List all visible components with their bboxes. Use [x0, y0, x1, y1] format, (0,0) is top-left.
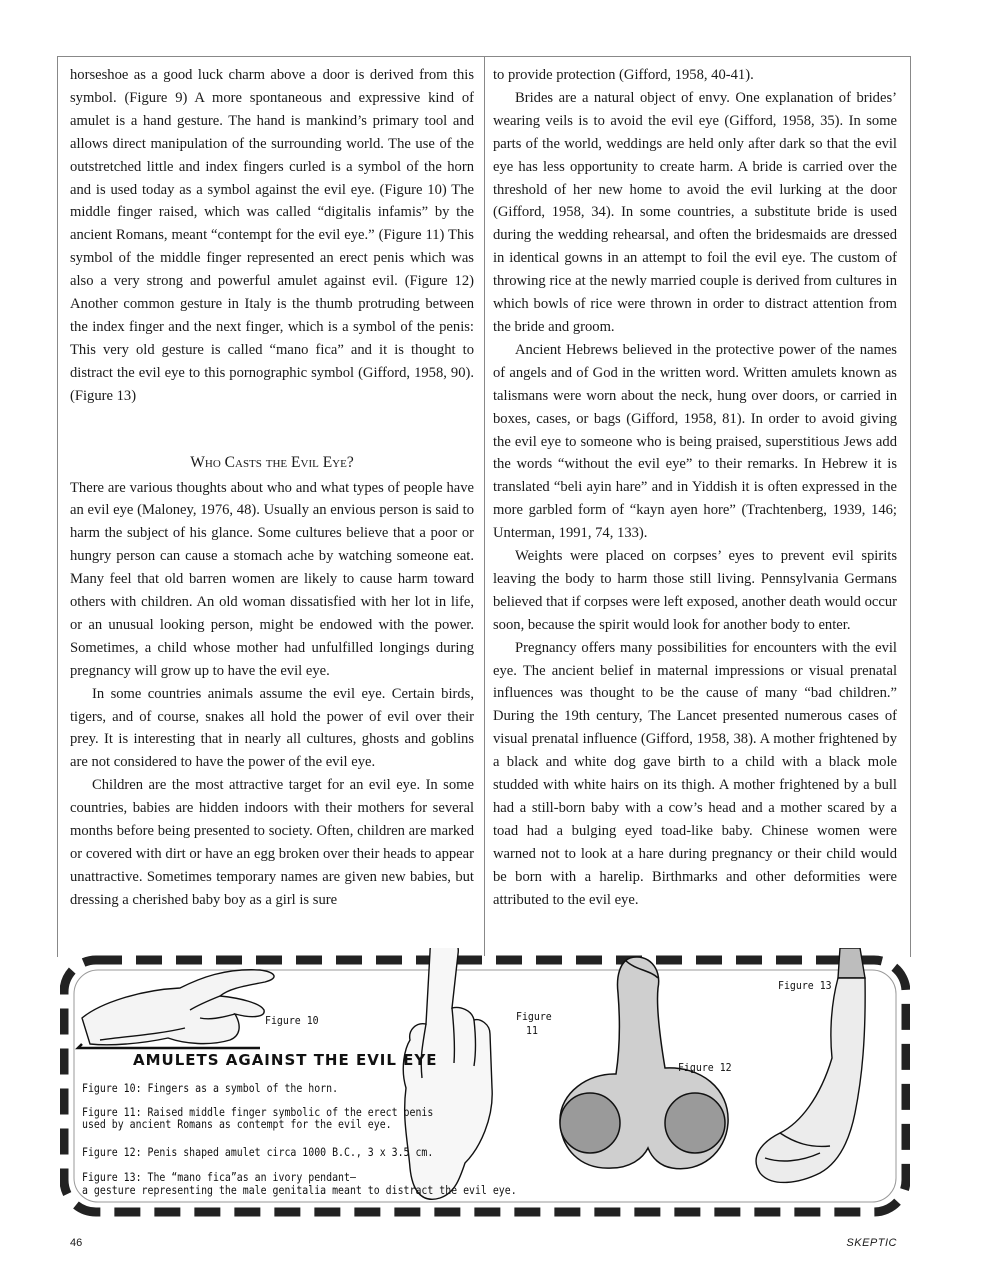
caption-title: AMULETS AGAINST THE EVIL EYE — [133, 1051, 438, 1069]
paragraph: Brides are a natural object of envy. One explanation of brides’ wearing veils is to avoid the evil eye (Gifford, 1958, 35). In some parts of the world, weddings are held only after dark so that the evil eye has less opportunity to create harm. A bride is carried over the threshold of her new home to avoid the evil lurking at the door (Gifford, 1958, 34). In some countries, a substitute bride is used during the wedding rehearsal, and often the bridesmaids are dressed in identical gowns in an attempt to foil the evil eye. The custom of throwing rice at the newly married couple is derived from cultures in which bowls of rice were thrown in order to distract attention from the bride and groom. — [493, 89, 897, 335]
figure-13-label: Figure 13 — [778, 979, 832, 992]
paragraph: horseshoe as a good luck charm above a door is derived from this symbol. (Figure 9) A more spontaneous and expressive kind of amulet is a hand gesture. The hand is mankind’s primary tool and allows direct manipulation of the surrounding world. The use of the outstretched little and index fingers curled is a symbol of the horn and is used today as a symbol against the evil eye. (Figure 10) The middle finger raised, which was called “digitalis infamis” by the ancient Romans, meant “contempt for the evil eye.” (Figure 11) This symbol of the middle finger represented an erect penis which was also a very strong and powerful amulet against evil. (Figure 12) Another common gesture in Italy is the thumb protruding between the index finger and the next finger, which is a symbol of the penis: This very old gesture is called “mano fica” and it is thought to distract the evil eye to this pornographic symbol (Gifford, 1958, 90). (Figure 13) — [70, 67, 474, 404]
paragraph: There are various thoughts about who and what types of people have an evil eye (Maloney, 1976, 48). Usually an envious person is said to harm the subject of his glance. Some cultures believe that a poor or hungry person can cause a stomach ache by watching someone eat. Many feel that old barren women are likely to cause harm toward others with children. An old woman dissatisfied with her lot in life, or an unusual looking person, might be endowed with the power. Sometimes, a child whose mother had unfulfilled longings during pregnancy will grow up to have the evil eye. — [70, 479, 474, 679]
caption-figure-11-line1: Figure 11: Raised middle finger symbolic of the erect penis — [82, 1105, 434, 1119]
paragraph: Ancient Hebrews believed in the protective power of the names of angels and of God in the written word. Written amulets known as talismans were worn about the neck, hung over doors, or carried in boxes, cases, or bags (Gifford, 1958, 81). In order to avoid giving the evil eye to someone who is being praised, superstitious Jews add the words “without the evil eye” to their remarks. In Hebrew it is translated “beli ayin hare” and in Yiddish it is often expressed in the more garbled form of “kayn ayen hore” (Trachtenberg, 1939, 146; Unterman, 1991, 74, 133). — [493, 341, 897, 542]
paragraph: In some countries animals assume the evil eye. Certain birds, tigers, and of course, snakes all hold the power of evil over their prey. It is interesting that in nearly all cultures, ghosts and goblins are not considered to have the power of the evil eye. — [70, 685, 474, 771]
paragraph: Pregnancy offers many possibilities for encounters with the evil eye. The ancient belief in maternal impressions or visual prenatal influences was thought to be the cause of many “bad children.” During the 19th century, The Lancet presented numerous cases of visual prenatal influence (Gifford, 1958, 38). A mother frightened by a black and white dog gave birth to a child with a black mole studded with white hairs on its thigh. A mother frightened by a bull had a still-born baby with a cow’s head and a mother scared by a toad had a bulging eyed toad-like baby. Chinese women were warned not to look at a hare during pregnancy or their child would be born with a harelip. Birthmarks and other deformities were attributed to the evil eye. — [493, 639, 897, 908]
section-heading: Who Casts the Evil Eye? — [190, 453, 354, 471]
column-divider — [484, 56, 485, 956]
figure-11-label: Figure — [516, 1010, 552, 1023]
figure-11-number: 11 — [526, 1024, 538, 1037]
page-number: 46 — [70, 1237, 83, 1249]
figure-12-label: Figure 12 — [678, 1061, 732, 1074]
hand-horn-illustration — [78, 970, 274, 1048]
magazine-name: SKEPTIC — [846, 1237, 897, 1249]
caption-figure-13-line2: a gesture representing the male genitalia meant to distract the evil eye. — [82, 1183, 517, 1197]
paragraph: Weights were placed on corpses’ eyes to prevent evil spirits leaving the body to harm those still living. Pennsylvania Germans believed that if corpses were left exposed, another death would occur soon, because the spirit would look for another body to enter. — [493, 548, 898, 633]
figure-10-label: Figure 10 — [265, 1014, 319, 1027]
caption-figure-11-line2: used by ancient Romans as contempt for the evil eye. — [82, 1117, 392, 1131]
paragraph: Children are the most attractive target for an evil eye. In some countries, babies are hidden indoors with their mothers for several months before being presented to society. Often, children are marked or covered with dirt or have an egg broken over their heads to appear unattractive. Sometimes temporary names are given new babies, but dressing a cherished baby boy as a girl is sure — [70, 777, 474, 908]
hand-middle-finger-illustration — [403, 948, 492, 1199]
caption-figure-12: Figure 12: Penis shaped amulet circa 1000 B.C., 3 x 3.5 cm. — [82, 1145, 434, 1159]
caption-figure-13-line1: Figure 13: The “mano fica”as an ivory pendant— — [82, 1170, 356, 1184]
caption-figure-10: Figure 10: Fingers as a symbol of the horn. — [82, 1081, 339, 1095]
left-column — [70, 64, 474, 912]
right-column — [493, 64, 897, 912]
paragraph: to provide protection (Gifford, 1958, 40-41). — [493, 67, 754, 83]
